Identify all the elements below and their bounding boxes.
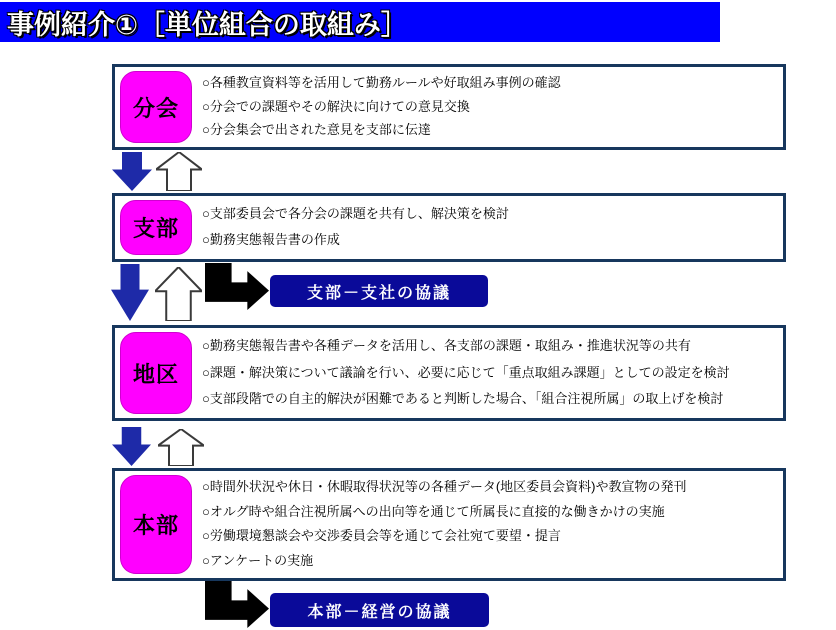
level-label-bunkai: 分会 bbox=[120, 71, 192, 143]
bullet-line: ○課題・解決策について議論を行い、必要に応じて「重点取組み課題」としての設定を検討 bbox=[202, 364, 730, 380]
page-title: 事例紹介①［単位組合の取組み］ bbox=[7, 9, 408, 40]
bullet-line: ○勤務実態報告書や各種データを活用し、各支部の課題・取組み・推進状況等の共有 bbox=[202, 338, 691, 354]
bullet-line: ○勤務実態報告書の作成 bbox=[202, 232, 340, 247]
bullet-line: ○分会集会で出された意見を支部に伝達 bbox=[202, 122, 431, 138]
bullet-list bbox=[192, 328, 783, 418]
bullet-list bbox=[192, 196, 783, 259]
level-label-chiku: 地区 bbox=[120, 332, 192, 414]
level-box-honbu bbox=[112, 468, 786, 581]
level-label-shibu: 支部 bbox=[120, 200, 192, 255]
bullet-line: ○分会での課題やその解決に向けての意見交換 bbox=[202, 98, 470, 114]
level-box-bunkai bbox=[112, 64, 786, 150]
bullet-line: ○各種教宣資料等を活用して勤務ルールや好取組み事例の確認 bbox=[202, 74, 561, 90]
bullet-line: ○アンケートの実施 bbox=[202, 552, 314, 568]
up-arrow-icon bbox=[155, 267, 202, 321]
up-arrow-icon bbox=[158, 429, 204, 466]
bullet-line: ○オルグ時や組合注視所属への出向等を通じて所属長に直接的な働きかけの実施 bbox=[202, 503, 665, 519]
bullet-list bbox=[192, 471, 783, 578]
bullet-list bbox=[192, 67, 783, 147]
level-box-chiku bbox=[112, 325, 786, 421]
bullet-line: ○時間外状況や休日・休暇取得状況等の各種データ(地区委員会資料)や教宣物の発刊 bbox=[202, 479, 687, 495]
down-arrow-icon bbox=[112, 152, 152, 191]
bullet-line: ○支部段階での自主的解決が困難であると判断した場合、「組合注視所属」の取上げを検討 bbox=[202, 390, 724, 406]
bullet-line: ○支部委員会で各分会の課題を共有し、解決策を検討 bbox=[202, 206, 509, 222]
level-label-honbu: 本部 bbox=[120, 475, 192, 574]
elbow-arrow-icon bbox=[205, 581, 269, 628]
callout-honbu-keiei: 本部－経営の協議 bbox=[270, 593, 489, 627]
bullet-line: ○労働環境懇談会や交渉委員会等を通じて会社宛て要望・提言 bbox=[202, 528, 561, 544]
callout-shibu-shisha: 支部－支社の協議 bbox=[270, 275, 488, 307]
down-arrow-icon bbox=[111, 264, 149, 321]
level-box-shibu bbox=[112, 193, 786, 262]
down-arrow-icon bbox=[112, 427, 151, 466]
elbow-arrow-icon bbox=[205, 263, 269, 310]
up-arrow-icon bbox=[156, 152, 202, 191]
title-bar bbox=[0, 2, 720, 42]
